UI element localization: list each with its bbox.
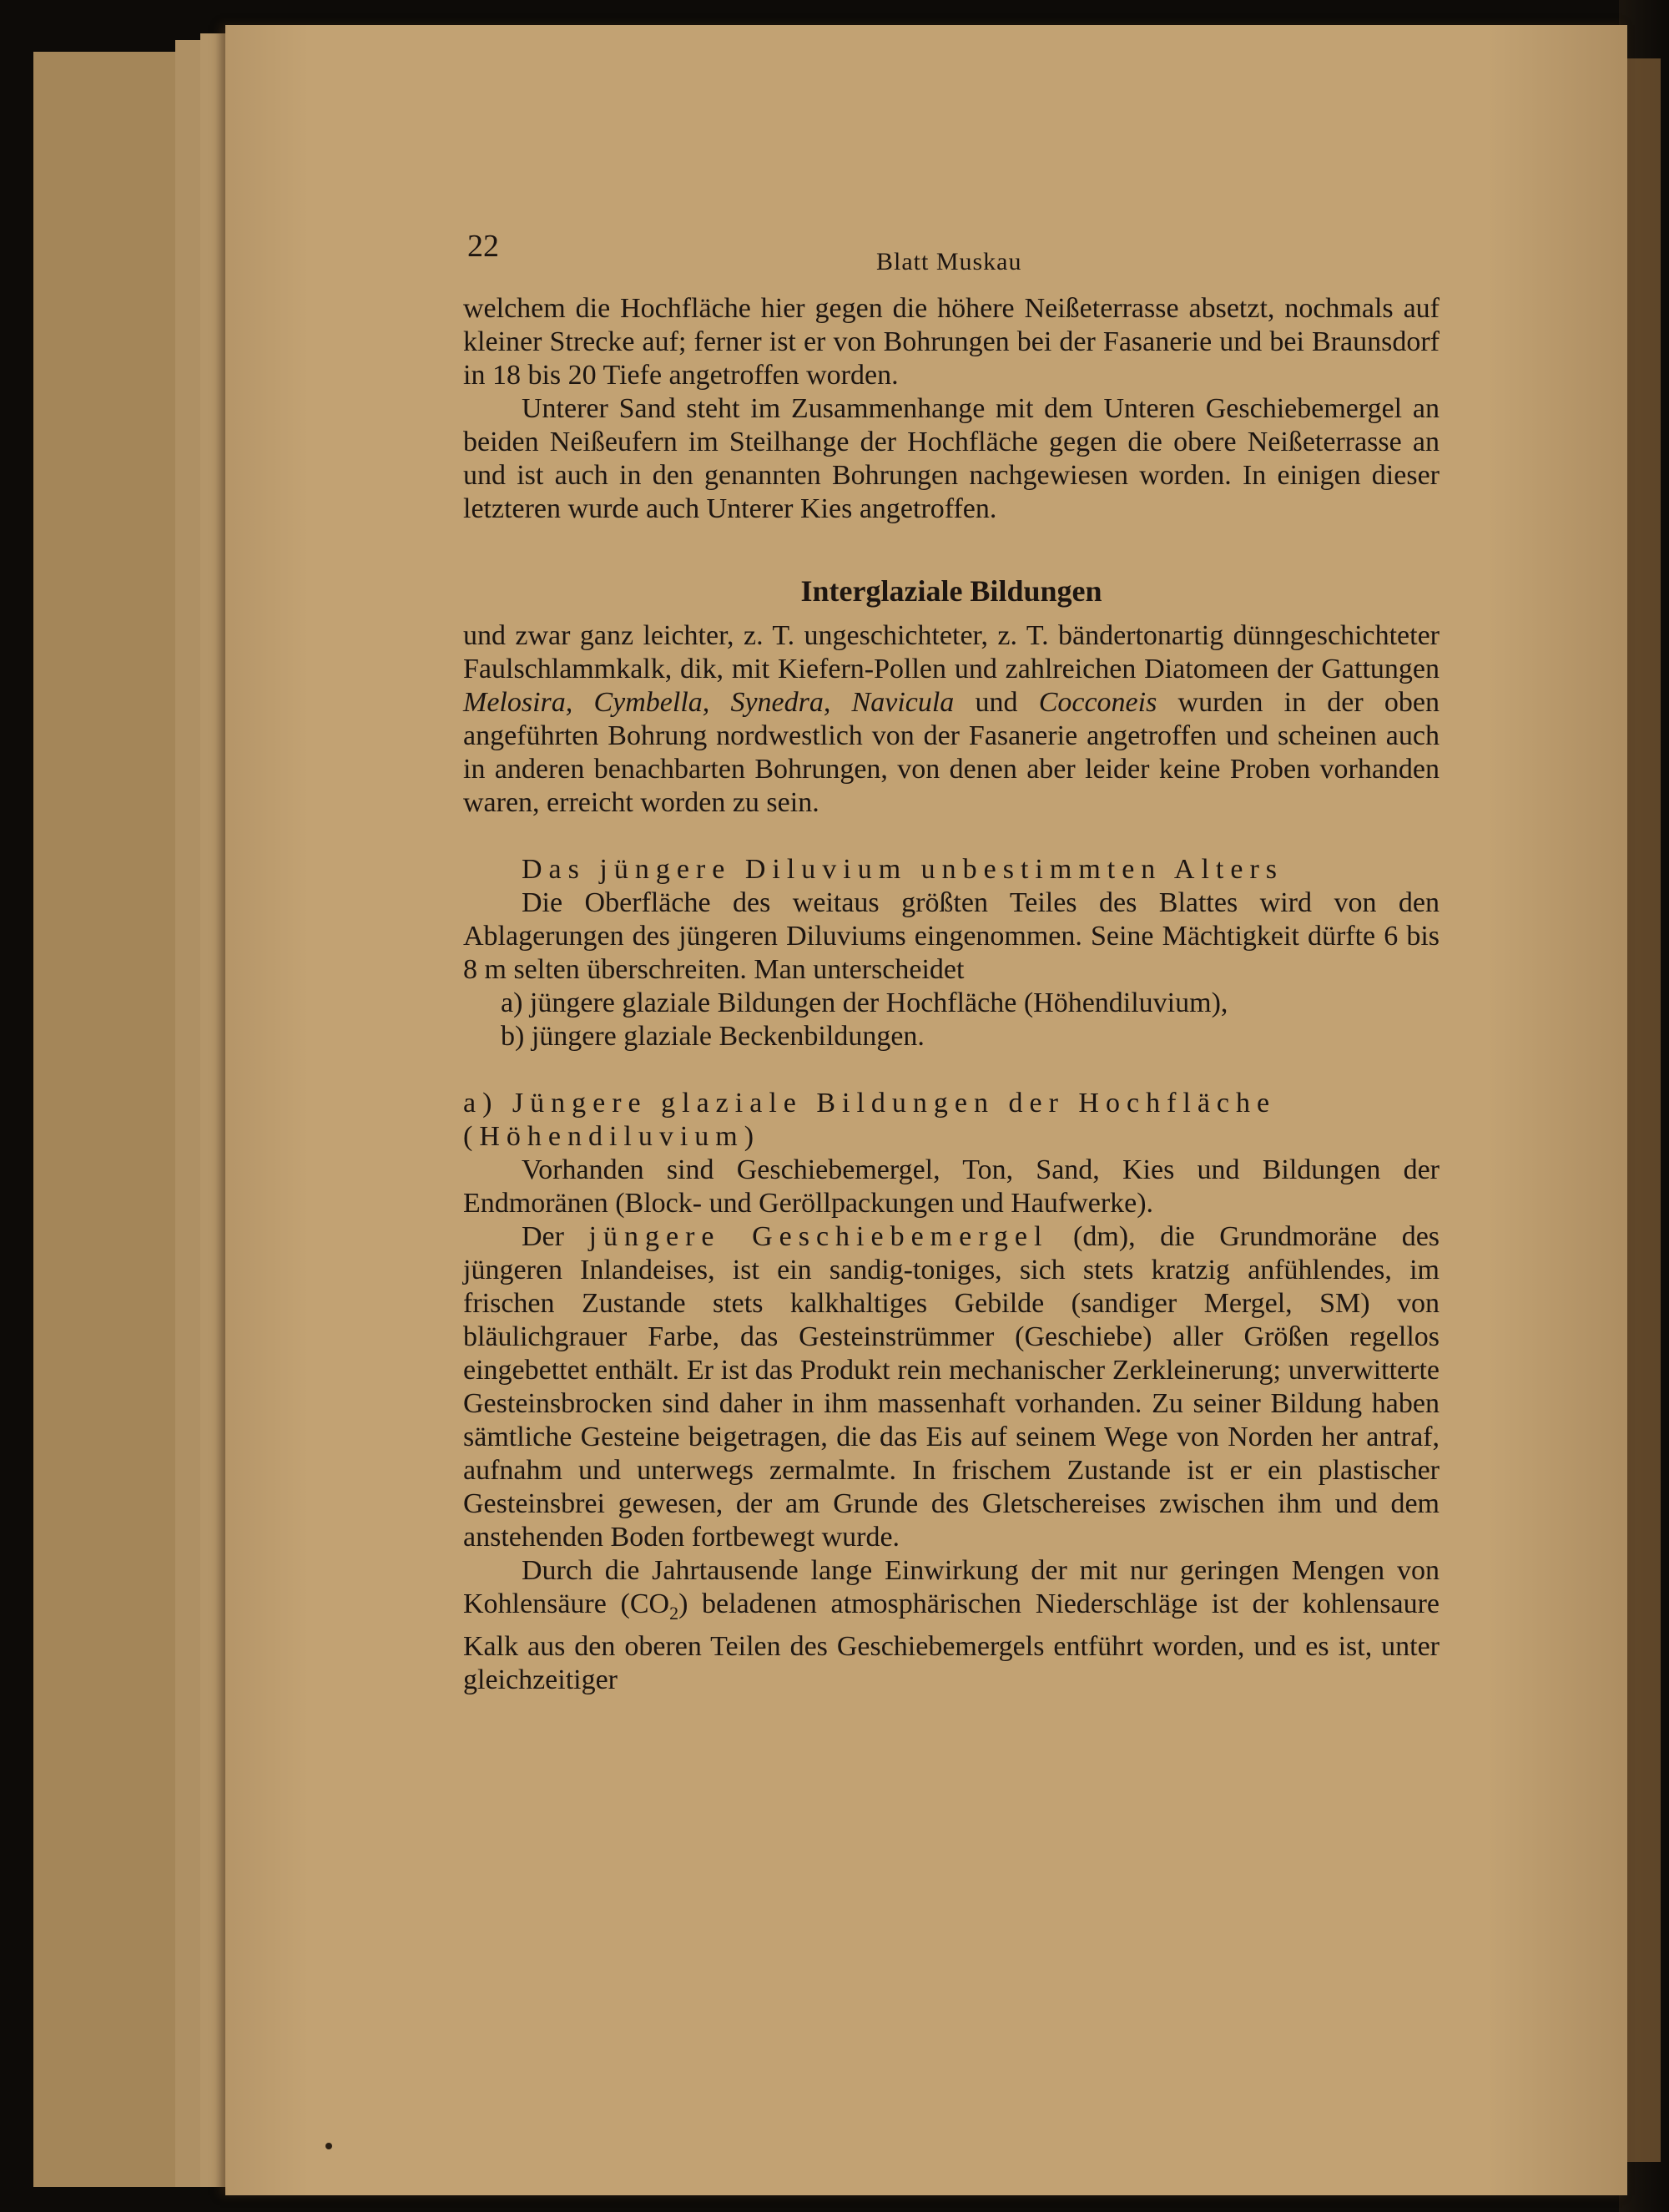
paragraph-jahrtausende	[463, 1554, 1440, 1697]
list-item-a: a) jüngere glaziale Bildungen der Hochfläche (Höhendiluvium),	[501, 987, 1228, 1018]
running-title: Blatt Muskau	[876, 248, 1022, 275]
paragraph-vorhanden: Vorhanden sind Geschiebemergel, Ton, Sand, Kies und Bildungen der Endmoränen (Block- und Geröllpackungen und Haufwerke).	[463, 1154, 1440, 1219]
genus-names: Melosira, Cymbella, Synedra, Navicula	[463, 687, 955, 718]
list-item-b: b) jüngere glaziale Beckenbildungen.	[501, 1021, 925, 1052]
text-run: Der	[522, 1221, 589, 1252]
page-number: 22	[467, 229, 499, 264]
text-run: und zwar ganz leichter, z. T. ungeschichteter, z. T. bändertonartig dünngeschichteter Faulschlammkalk, dik, mit Kiefern-Pollen und zahlreichen Diatomeen der Gattungen	[463, 620, 1440, 684]
text-run: Durch die Jahrtausende lange Einwirkung der mit nur geringen Mengen von Kohlensäure (CO	[463, 1555, 1440, 1619]
section-heading-diluvium: Das jüngere Diluvium unbestimmten Alters	[522, 854, 1284, 885]
text-run: wurden in der oben angeführten Bohrung nordwestlich von der Fasanerie angetroffen und scheinen auch in anderen benachbarten Bohrungen, von denen aber leider keine Proben vorhanden waren, erreicht worden zu sein.	[463, 687, 1440, 818]
subsection-heading-a-sub: (Höhendiluvium)	[463, 1121, 761, 1152]
genus-cocconeis: Cocconeis	[1038, 687, 1157, 718]
subsection-heading-a: a) Jüngere glaziale Bildungen der Hochfläche	[463, 1088, 1277, 1119]
spaced-term: jüngere Geschiebemergel	[588, 1221, 1049, 1252]
paragraph-continued: welchem die Hochfläche hier gegen die höhere Neißeterrasse absetzt, nochmals auf kleiner Strecke auf; ferner ist er von Bohrungen bei der Fasanerie und bei Braunsdorf in 18 bis 20 Tiefe angetroffen worden.	[463, 293, 1440, 391]
page-header	[463, 225, 1440, 292]
section-heading-interglazial: Interglaziale Bildungen	[800, 574, 1102, 608]
paragraph-diluvium: Die Oberfläche des weitaus größten Teiles des Blattes wird von den Ablagerungen des jüngeren Diluviums eingenommen. Seine Mächtigkeit dürfte 6 bis 8 m selten überschreiten. Man unterscheidet	[463, 887, 1440, 985]
subscript: 2	[669, 1602, 679, 1624]
paragraph-interglazial	[463, 619, 1440, 820]
page-stack-edge	[33, 52, 185, 2187]
paragraph-unterer-sand: Unterer Sand steht im Zusammenhange mit dem Unteren Geschiebemergel an beiden Neißeufern im Steilhange der Hochfläche gegen die obere Neißeterrasse an und ist auch in den genannten Bohrungen nachgewiesen worden. In einigen dieser letzteren wurde auch Unterer Kies angetroffen.	[463, 393, 1440, 524]
page-speck	[325, 2143, 332, 2149]
paragraph-geschiebemergel	[463, 1220, 1440, 1554]
text-run: (dm), die Grundmoräne des jüngeren Inlandeises, ist ein sandig-toniges, sich stets kratzig anfühlendes, im frischen Zustande stets kalkhaltiges Gebilde (sandiger Mergel, SM) von bläulichgrauer Farbe, das Gesteinstrümmer (Geschiebe) aller Größen regellos eingebettet enthält. Er ist das Produkt rein mechanischer Zerkleinerung; unverwitterte Gesteinsbrocken sind daher in ihm massenhaft vorhanden. Zu seiner Bildung haben sämtliche Gesteine beigetragen, die das Eis auf seinem Wege von Norden her antraf, aufnahm und unterwegs zermalmte. In frischem Zustande ist er ein plastischer Gesteinsbrei gewesen, der am Grunde des Gletschereises zwischen ihm und dem anstehenden Boden fortbewegt wurde.	[463, 1221, 1440, 1553]
text-run: und	[954, 687, 1039, 718]
page-content	[463, 225, 1440, 1697]
text-run: ) beladenen atmosphärischen Niederschläge ist der kohlensaure Kalk aus den oberen Teilen des Geschiebemergels entführt worden, und es ist, unter gleichzeitiger	[463, 1588, 1440, 1695]
